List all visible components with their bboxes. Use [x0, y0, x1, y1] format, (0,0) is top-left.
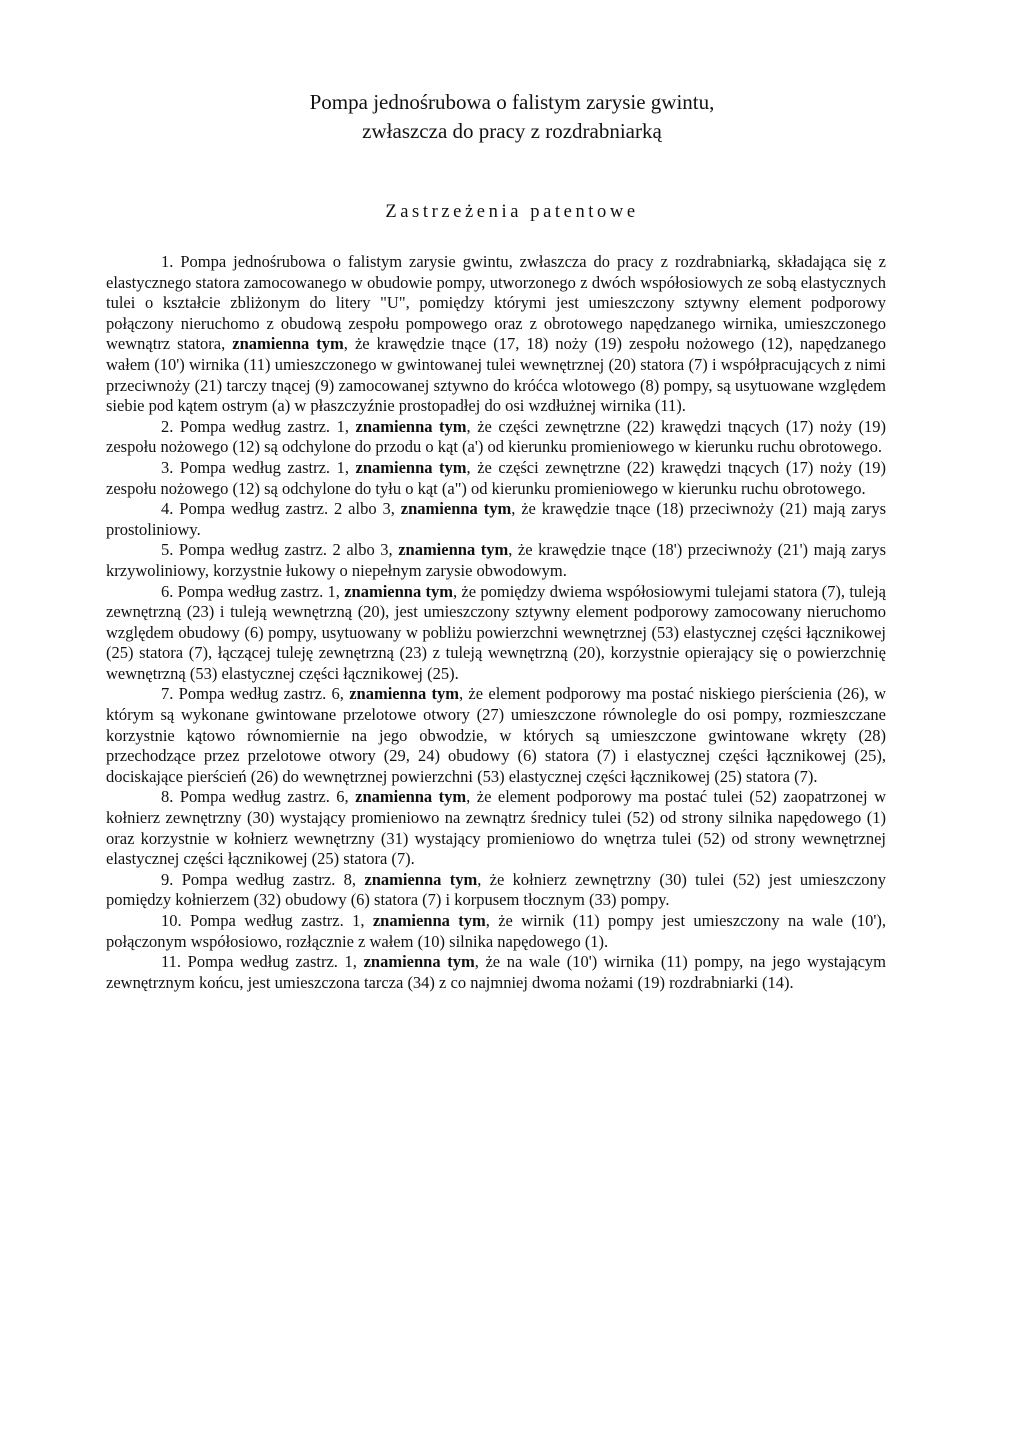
claim-keyword: znamienna tym [400, 499, 512, 519]
title-line-1: Pompa jednośrubowa o falistym zarysie gwintu, [309, 90, 715, 114]
claim-keyword: znamienna tym [344, 581, 454, 601]
claim-keyword: znamienna tym [355, 416, 467, 436]
claim-keyword: znamienna tym [363, 952, 475, 972]
claim-11 [106, 952, 886, 993]
section-heading: Zastrzeżenia patentowe [385, 202, 639, 222]
claim-text: 10. Pompa według zastrz. 1, [161, 911, 373, 930]
claim-text: , że element podporowy ma postać niskiego pierścienia (26), w którym są wykonane gwintowane przelotowe otwory (27) umieszczone równolegle do osi pompy, rozmieszczane korzystnie kątowo równomiernie na jego obwodzie, w których są umieszczone gwintowane wkręty (28) przechodzące przez przelotowe otwory (29, 24) obudowy (6) statora (7) i elastycznej części łącznikowej (25), dociskające pierścień (26) do wewnętrznej powierzchni (53) elastycznej części łącznikowej (25) statora (7). [106, 684, 887, 786]
claim-text: 9. Pompa według zastrz. 8, [161, 869, 365, 889]
claim-text: 7. Pompa według zastrz. 6, [161, 684, 350, 704]
claim-text: , że części zewnętrzne (22) krawędzi tnących (17) noży (19) zespołu nożowego (12) są odchylone do przodu o kąt (a') od kierunku promieniowego w kierunku ruchu obrotowego. [106, 416, 886, 457]
claim-keyword: znamienna tym [232, 334, 344, 354]
claim-text: 8. Pompa według zastrz. 6, [161, 787, 356, 807]
claim-6 [106, 582, 886, 685]
claim-text: 1. Pompa jednośrubowa o falistym zarysie gwintu, zwłaszcza do pracy z rozdrabniarką, składająca się z elastycznego statora zamocowanego w obudowie pompy, utworzonego z dwóch współosiowych ze sobą elastycznych tulei o kształcie zbliżonym do litery "U", pomiędzy którymi jest umieszczony sztywny element podporowy połączony nieruchomo z obudową zespołu pompowego oraz z obrotowego napędzanego wirnika, umieszczonego wewnątrz statora, [106, 252, 886, 354]
claim-text: 11. Pompa według zastrz. 1, [161, 952, 364, 972]
claim-1 [106, 252, 886, 417]
claim-3 [106, 458, 886, 499]
claim-keyword: znamienna tym [398, 540, 509, 560]
claim-text: , że na wale (10') wirnika (11) pompy, na jego wystającym zewnętrznym końcu, jest umieszczona tarcza (34) z co najmniej dwoma nożami (19) rozdrabniarki (14). [106, 952, 886, 992]
claim-text: 5. Pompa według zastrz. 2 albo 3, [161, 540, 399, 560]
document-title [0, 88, 1024, 146]
claim-text: 4. Pompa według zastrz. 2 albo 3, [161, 499, 401, 519]
claim-text: , że element podporowy ma postać tulei (52) zaopatrzonej w kołnierz zewnętrzny (30) wystający promieniowo na zewnątrz średnicy tulei (52) od strony silnika napędowego (1) oraz korzystnie w kołnierz wewnętrzny (31) wystający promieniowo do wnętrza tulei (52) od strony wewnętrznej elastycznej części łącznikowej (25) statora (7). [106, 787, 886, 869]
claim-text: , że krawędzie tnące (18') przeciwnoży (21') mają zarys krzywoliniowy, korzystnie łukowy o niepełnym zarysie obwodowym. [106, 540, 886, 580]
title-line-2: zwłaszcza do pracy z rozdrabniarką [362, 119, 662, 143]
claim-text: , że wirnik (11) pompy jest umieszczony na wale (10'), połączonym współosiowo, rozłącznie z wałem (10) silnika napędowego (1). [106, 911, 886, 951]
claims-list [106, 252, 886, 993]
claim-keyword: znamienna tym [349, 684, 460, 704]
claim-9 [106, 870, 886, 911]
claim-keyword: znamienna tym [355, 787, 467, 807]
claim-text: , że części zewnętrzne (22) krawędzi tnących (17) noży (19) zespołu nożowego (12) są odchylone do tyłu o kąt (a") od kierunku promieniowego w kierunku ruchu obrotowego. [106, 457, 886, 498]
claim-keyword: znamienna tym [364, 869, 478, 889]
claim-text: 6. Pompa według zastrz. 1, [161, 581, 345, 601]
claim-text: , że krawędzie tnące (17, 18) noży (19) zespołu nożowego (12), napędzanego wałem (10') wirnika (11) umieszczonego w gwintowanej tulei wewnętrznej (20) statora (7) i współpracujących z nimi przeciwnoży (21) tarczy tnącej (9) zamocowanej sztywno do króćca wlotowego (8) pompy, są usytuowane względem siebie pod kątem ostrym (a) w płaszczyźnie prostopadłej do osi wzdłużnej wirnika (11). [106, 334, 886, 416]
claim-5 [106, 540, 886, 581]
claim-text: 3. Pompa według zastrz. 1, [161, 457, 356, 477]
claim-2 [106, 417, 886, 458]
claim-text: , że kołnierz zewnętrzny (30) tulei (52) jest umieszczony pomiędzy kołnierzem (32) obudowy (6) statora (7) i korpusem tłocznym (33) pompy. [106, 869, 886, 910]
claim-keyword: znamienna tym [372, 911, 486, 930]
claim-10 [106, 911, 886, 952]
claim-7 [106, 684, 886, 787]
claim-4 [106, 499, 886, 540]
claim-text: 2. Pompa według zastrz. 1, [161, 416, 356, 436]
claim-keyword: znamienna tym [355, 457, 467, 477]
claim-text: , że pomiędzy dwiema współosiowymi tulejami statora (7), tuleją zewnętrzną (23) i tuleją wewnętrzną (20), jest umieszczony sztywny element podporowy zamocowany nieruchomo względem obudowy (6) pompy, usytuowany w pobliżu powierzchni wewnętrznej (53) elastycznej części łącznikowej (25) statora (7), łączącej tuleję zewnętrzną (23) z tuleją wewnętrzną (20), korzystnie opierający się o powierzchnię wewnętrzną (53) elastycznej części łącznikowej (25). [106, 581, 886, 683]
claim-8 [106, 787, 886, 869]
claim-text: , że krawędzie tnące (18) przeciwnoży (21) mają zarys prostoliniowy. [106, 499, 886, 539]
